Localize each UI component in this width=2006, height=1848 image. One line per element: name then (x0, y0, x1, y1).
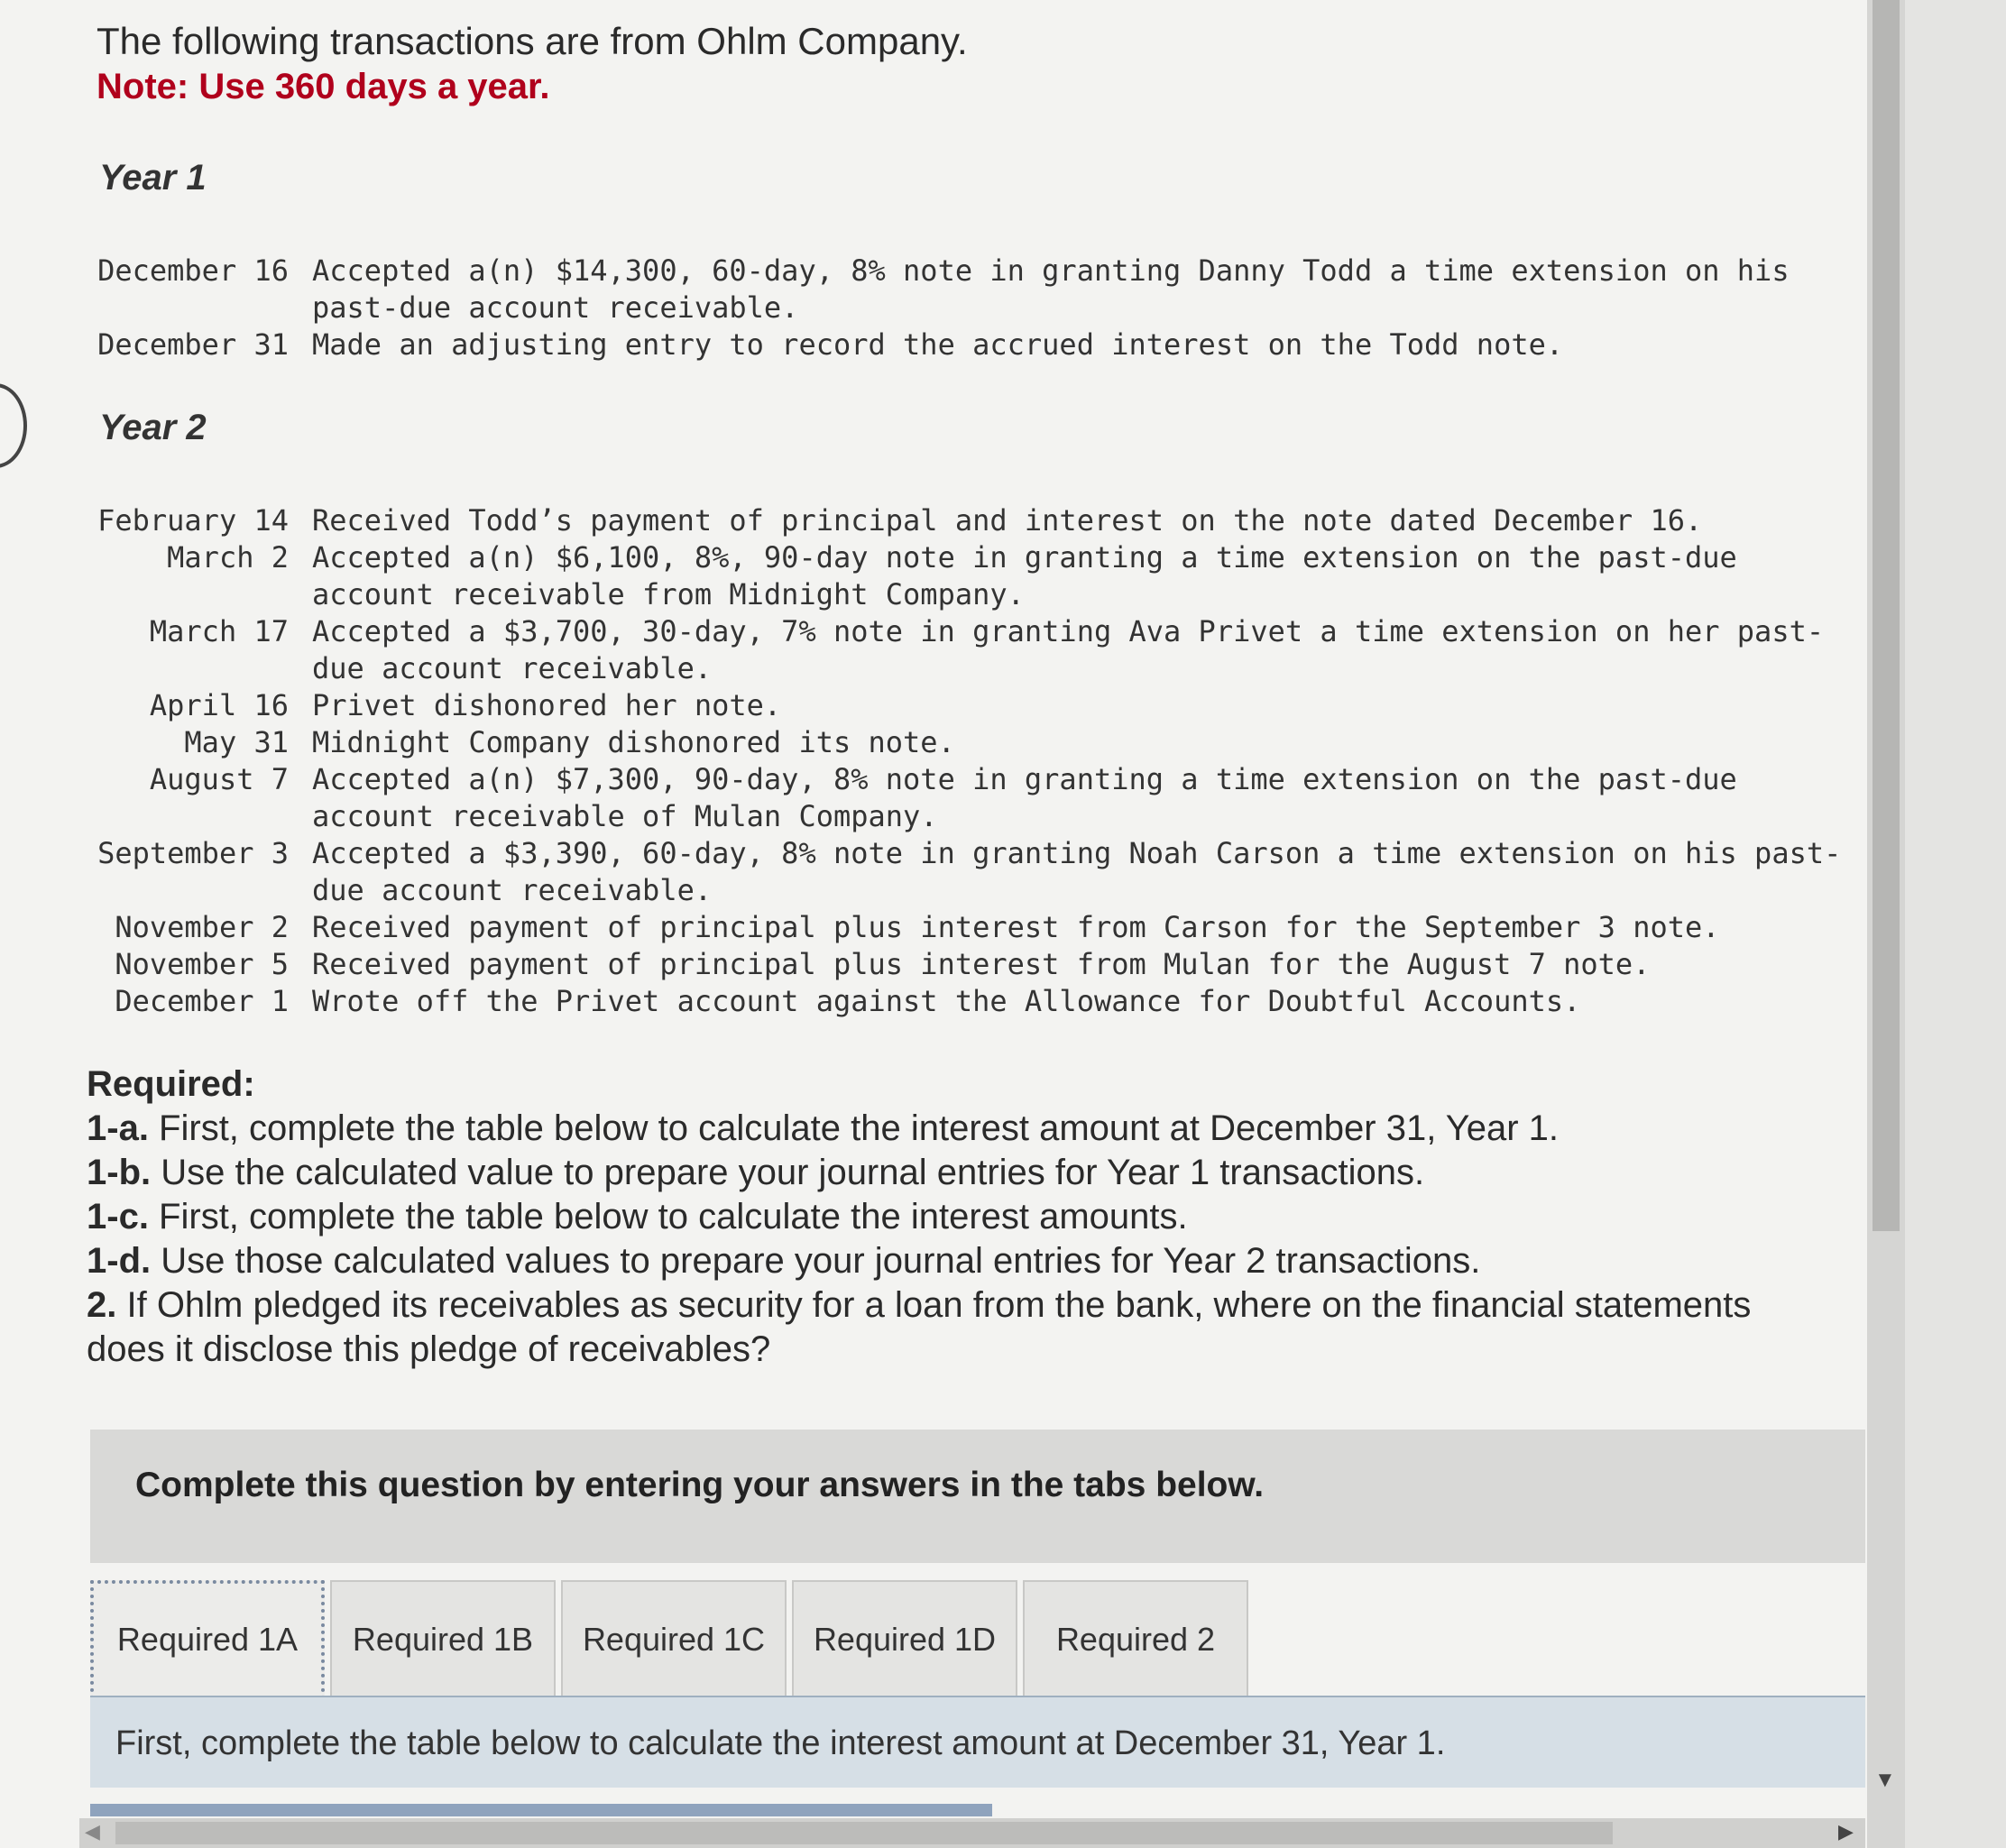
transaction-desc: Accepted a(n) $6,100, 8%, 90-day note in granting a time extension on the past-due account receivable from Midnight Company. (312, 540, 1737, 611)
transaction-row (72, 835, 1845, 909)
transaction-date: September 3 (97, 836, 289, 870)
year1-heading: Year 1 (99, 158, 207, 198)
transaction-row (72, 724, 1845, 761)
required-section (87, 1062, 1764, 1372)
year1-transactions (72, 253, 1845, 363)
tab-bar (90, 1580, 1248, 1699)
transaction-date: April 16 (149, 688, 289, 722)
required-item-label: 2. (87, 1285, 117, 1325)
required-item (87, 1283, 1764, 1372)
required-item-text: First, complete the table below to calculate the interest amounts. (148, 1197, 1188, 1237)
right-margin (1905, 0, 2006, 1848)
tab-required-1a[interactable]: Required 1A (90, 1580, 325, 1699)
required-item (87, 1195, 1764, 1239)
tab-required-1b[interactable]: Required 1B (330, 1580, 556, 1699)
required-title: Required: (87, 1064, 255, 1104)
transaction-row (72, 946, 1845, 983)
transaction-row (72, 761, 1845, 835)
transaction-row (72, 326, 1845, 363)
tab-required-2[interactable]: Required 2 (1023, 1580, 1248, 1699)
transaction-date: May 31 (184, 725, 289, 759)
year2-heading: Year 2 (99, 408, 207, 447)
transaction-desc: Accepted a $3,390, 60-day, 8% note in granting Noah Carson a time extension on his past- due account receivable. (312, 836, 1842, 907)
required-item-label: 1-d. (87, 1241, 152, 1281)
transaction-row (72, 983, 1845, 1020)
scroll-down-icon[interactable]: ▼ (1874, 1768, 1896, 1792)
transaction-row (72, 502, 1845, 539)
transaction-desc: Accepted a(n) $7,300, 90-day, 8% note in granting a time extension on the past-due account receivable of Mulan Company. (312, 762, 1737, 833)
required-item-text: Use those calculated values to prepare your journal entries for Year 2 transactions. (151, 1241, 1481, 1281)
transaction-date: November 2 (115, 910, 289, 944)
panel-divider-bar (90, 1804, 992, 1816)
tab-required-1d[interactable]: Required 1D (792, 1580, 1017, 1699)
left-edge-circle-icon (0, 383, 27, 468)
question-prompt-text: Complete this question by entering your answers in the tabs below. (135, 1466, 1265, 1504)
required-item (87, 1107, 1764, 1151)
required-item-text: Use the calculated value to prepare your journal entries for Year 1 transactions. (151, 1153, 1425, 1192)
tab-required-1c[interactable]: Required 1C (561, 1580, 787, 1699)
required-item-text: If Ohlm pledged its receivables as security for a loan from the bank, where on the financial statements does it disclose this pledge of receivables? (87, 1285, 1752, 1369)
transaction-desc: Received Todd’s payment of principal and interest on the note dated December 16. (312, 503, 1703, 538)
transaction-desc: Wrote off the Privet account against the Allowance for Doubtful Accounts. (312, 984, 1581, 1018)
year2-transactions (72, 502, 1845, 1020)
intro-text: The following transactions are from Ohlm Company. (97, 20, 968, 62)
transaction-row (72, 909, 1845, 946)
vertical-scrollbar[interactable] (1867, 0, 1905, 1848)
transaction-desc: Accepted a $3,700, 30-day, 7% note in granting Ava Privet a time extension on her past- due account receivable. (312, 614, 1825, 685)
transaction-date: March 17 (149, 614, 289, 648)
transaction-date: December 31 (97, 327, 289, 362)
transaction-desc: Midnight Company dishonored its note. (312, 725, 955, 759)
horizontal-scroll-thumb[interactable] (115, 1822, 1613, 1844)
transaction-row (72, 539, 1845, 613)
transaction-date: February 14 (97, 503, 289, 538)
transaction-date: August 7 (149, 762, 289, 796)
transaction-date: December 16 (97, 253, 289, 288)
transaction-desc: Accepted a(n) $14,300, 60-day, 8% note in granting Danny Todd a time extension on his past-due account receivable. (312, 253, 1790, 325)
required-item-label: 1-b. (87, 1153, 152, 1192)
transaction-date: November 5 (115, 947, 289, 981)
required-item (87, 1151, 1764, 1195)
scroll-right-icon[interactable]: ▶ (1838, 1820, 1854, 1843)
note-text: Note: Use 360 days a year. (97, 67, 550, 106)
scroll-left-icon[interactable]: ◀ (85, 1820, 100, 1843)
required-item (87, 1239, 1764, 1283)
required-item-text: First, complete the table below to calculate the interest amount at December 31, Year 1. (148, 1108, 1560, 1148)
transaction-date: March 2 (167, 540, 289, 575)
question-prompt-box (90, 1430, 1865, 1563)
required-item-label: 1-c. (87, 1197, 149, 1237)
transaction-desc: Received payment of principal plus interest from Carson for the September 3 note. (312, 910, 1720, 944)
transaction-desc: Received payment of principal plus interest from Mulan for the August 7 note. (312, 947, 1651, 981)
transaction-row (72, 253, 1845, 326)
horizontal-scrollbar[interactable] (79, 1818, 1865, 1848)
transaction-desc: Privet dishonored her note. (312, 688, 782, 722)
required-item-label: 1-a. (87, 1108, 149, 1148)
transaction-row (72, 613, 1845, 687)
panel-instruction: First, complete the table below to calculate the interest amount at December 31, Year 1. (115, 1724, 1446, 1762)
transaction-row (72, 687, 1845, 724)
tab-panel (90, 1696, 1865, 1788)
transaction-desc: Made an adjusting entry to record the accrued interest on the Todd note. (312, 327, 1564, 362)
transaction-date: December 1 (115, 984, 289, 1018)
vertical-scroll-thumb[interactable] (1873, 0, 1900, 1231)
